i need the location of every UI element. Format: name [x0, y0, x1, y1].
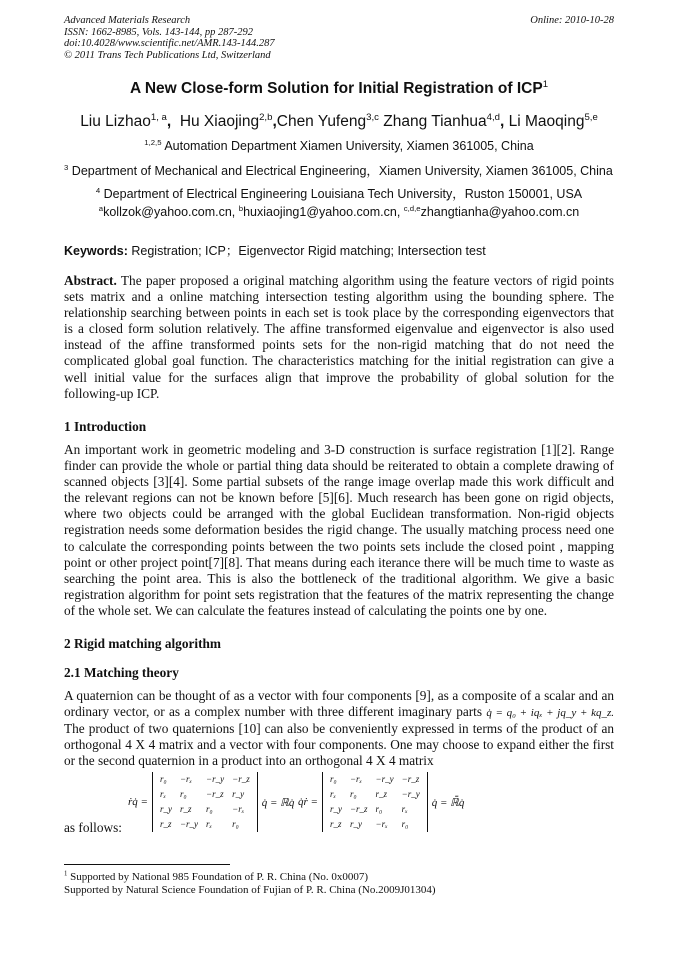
matrix-entry: −r_y	[179, 819, 199, 829]
matrix-entry: −r_z	[206, 789, 224, 799]
author: Li Maoqing	[508, 113, 585, 130]
matrix-entry: −r_y	[206, 774, 225, 784]
matrix-entry: r₀	[349, 789, 357, 799]
matrix-entry: r₀	[232, 819, 239, 829]
footnote: $^1$ Supported by National 985 Foundation of P. R. China (No. 0x0007)	[64, 870, 369, 883]
matrix-entry: r_z	[159, 819, 172, 829]
matrix-entry: r₀	[159, 774, 167, 784]
as-follows-text: as follows:	[64, 820, 122, 835]
matrix-entry: r₀	[329, 774, 337, 784]
matrix-entry: r_y	[349, 819, 362, 829]
matrix-entry: −rₓ	[179, 774, 193, 784]
matrix-entry: −r_z	[401, 774, 420, 784]
matrix-entry: r_z	[375, 789, 388, 799]
matching-theory-text: A quaternion can be thought of as a vector with four components [9], as a composite of a scalar and an ordinary vector, or as a complex number with three different imaginary parts q̇ = q₀ + iqₓ + jq_y + kq_z. The product of two quaternions [10] can also be conveniently expressed in terms of the product of an orthogonal 4 X 4 matrix and a vector with four components. One may choose to expand either the first or the second quaternion in a product into an orthogonal 4 X 4 matrix	[64, 688, 614, 769]
matrix-entry: −rₓ	[232, 804, 245, 814]
affiliation: $^{1,2,5}$ Automation Department Xiamen University, Xiamen 361005, China	[144, 137, 534, 153]
matrix-entry: r_y	[329, 804, 342, 814]
issn-line: ISSN: 1662-8985, Vols. 143-144, pp 287-292	[64, 26, 253, 38]
doi-line: doi:10.4028/www.scientific.net/AMR.143-144.287	[64, 38, 275, 50]
journal-header	[64, 15, 275, 61]
author: Chen Yufeng	[276, 113, 367, 130]
matrix-entry: r_y	[159, 804, 172, 814]
quaternion-expression: q̇ = q₀ + iqₓ + jq_y + kq_z.	[486, 707, 614, 720]
matrix-entry: −r_y	[375, 774, 394, 784]
matrix-entry: −r_y	[401, 789, 420, 799]
equation-left-multiplication: ṙq̇ = r₀ −rₓ −r_y −r_z rₓ r₀ −r_z r_y r_y r_z r₀ −rₓ r_z −r_y rₓ r₀ q̇ = ℝq̇	[128, 772, 294, 832]
matrix-entry: rₓ	[329, 789, 337, 799]
footnotes	[64, 871, 436, 897]
matrix-entry: r₀	[375, 804, 383, 814]
matrix-4x4	[152, 772, 258, 832]
footnote: Supported by Natural Science Foundation of Fujian of P. R. China (No.2009J01304)	[64, 884, 436, 896]
author-list: Liu Lizhao$^{1, a}$, Hu Xiaojing$^{2,b}$,Chen Yufeng$^{3,c}$ Zhang Tianhua$^{4,d}$, Li Maoqing$^{5,e}$	[80, 111, 598, 130]
author: Zhang Tianhua	[383, 113, 487, 130]
author: Liu Lizhao	[80, 113, 151, 130]
matrix-entry: r_z	[329, 819, 342, 829]
matrix-entry: rₓ	[159, 789, 167, 799]
title-footnote-mark: 1	[542, 78, 549, 90]
subsection-heading: 2.1 Matching theory	[64, 665, 179, 680]
section-heading: 1 Introduction	[64, 419, 147, 434]
matrix-entry: −rₓ	[375, 819, 388, 829]
matrix-entry: r_z	[179, 804, 192, 814]
abstract: Abstract. The paper proposed a original matching algorithm using the feature vectors of rigid points sets matrix and a online matching intersection testing algorithm using the bounding sphere. The relationship searching between points in each set is took place by the corresponding eigenvectors that is a closed form solution relatively. The affine transformed eigenvalue and eigenvector is also used instead of the affine transformed points sets for the non-rigid matching that do not need the complicated global goal function. The characteristics matching for the initial registration can give a well initial value for the surfaces align that improve the probability of global solution for the following-up ICP.	[64, 273, 614, 401]
matrix-entry: r₀	[401, 819, 409, 829]
copyright-line: © 2011 Trans Tech Publications Ltd, Switzerland	[64, 49, 271, 61]
matrix-entry: rₓ	[401, 804, 408, 814]
author: Hu Xiaojing	[179, 113, 260, 130]
introduction-text: An important work in geometric modeling and 3-D construction is surface registration [1][2]. Range finder can provide the whole or partial thing data should be reiterated to obtain a complete drawing of scanned objects [3][4]. Some partial subsets of the range image overlap made this work difficult and the relevant regions can not be known before [5][6]. Much research has been gone on rigid objects, where two objects could be arranged with the global Euclidean transformation. Non-rigid objects registration needs some deformation besides the rigid change. The usually matching process need one to calculate the corresponding points between the two points sets include the closed point , mapping point or other project point[7][8]. That means during each iterance there will be much time to waste as searching the point area. This is also the bottleneck of the traditional algorithm. We give a basic registration algorithm for point sets registration that the features of the matrix representing the change of the whole set. We can calculate the features instead of calculating the points one by one.	[64, 442, 614, 618]
matrix-entry: −rₓ	[349, 774, 363, 784]
matrix-entry: −r_z	[349, 804, 368, 814]
affiliation: $^4$ Department of Electrical Engineering Louisiana Tech University，Ruston 150001, USA	[95, 185, 583, 201]
matrix-entry: −r_z	[232, 774, 250, 784]
paper-title: A New Close-form Solution for Initial Registration of ICP$^1$	[129, 78, 549, 97]
footnote-divider	[64, 864, 230, 865]
equation-right-multiplication: q̇ṙ = r₀ −rₓ −r_y −r_z rₓ r₀ r_z −r_y r_y −r_z r₀ rₓ r_z r_y −rₓ r₀ q̇ = ℝ̄q̇	[298, 772, 464, 832]
matrix-4x4	[322, 772, 428, 832]
matrix-entry: r₀	[179, 789, 187, 799]
matrix-entry: rₓ	[206, 819, 213, 829]
keywords-label: Keywords:	[64, 244, 128, 258]
email-list: $^a$kollzok@yahoo.com.cn, $^b$huxiaojing1@yahoo.com.cn, $^{c,d,e}$zhangtianha@yahoo.com.cn	[98, 203, 580, 219]
matrix-entry: r_y	[232, 789, 245, 799]
online-date: Online: 2010-10-28	[530, 15, 614, 26]
keywords: Keywords: Registration; ICP；Eigenvector Rigid matching; Intersection test	[64, 244, 486, 258]
section-heading: 2 Rigid matching algorithm	[64, 636, 221, 651]
abstract-label: Abstract.	[64, 273, 117, 288]
affiliation: $^3$ Department of Mechanical and Electrical Engineering，Xiamen University, Xiamen 361005, China	[64, 162, 613, 178]
journal-name: Advanced Materials Research	[64, 15, 191, 26]
matrix-entry: r₀	[206, 804, 213, 814]
